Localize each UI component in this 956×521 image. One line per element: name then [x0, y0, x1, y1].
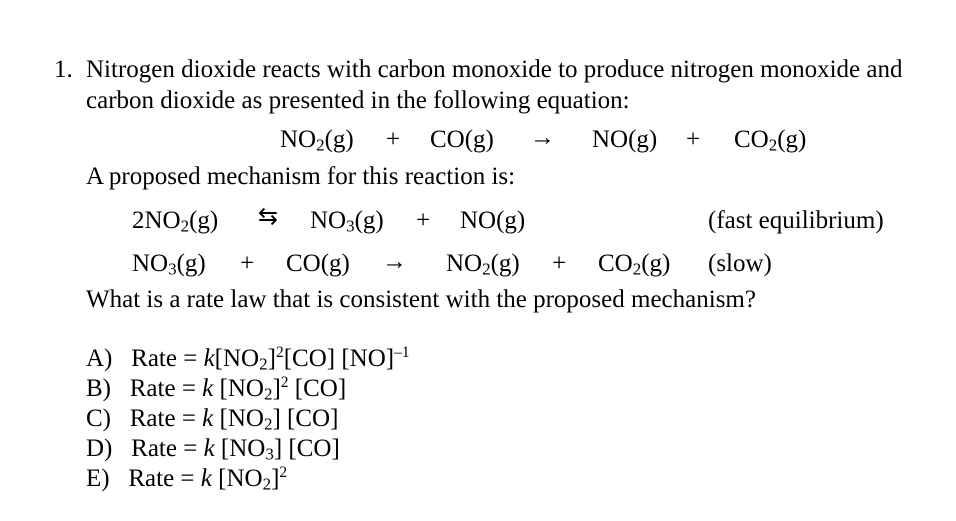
- step1-reactant: $2NO_2(g)$: [132, 207, 219, 236]
- product-no: NO(g): [592, 126, 658, 153]
- step2-plus-2: +: [552, 250, 567, 277]
- choice-letter: B): [86, 375, 111, 402]
- choice-letter: A): [86, 345, 113, 372]
- equilibrium-arrow-icon: ⇆: [258, 202, 279, 230]
- question-line-1: Nitrogen dioxide reacts with carbon monoxide to produce nitrogen monoxide and: [86, 56, 903, 83]
- product-co2: $CO_2(g)$: [734, 126, 807, 155]
- overall-arrow: →: [530, 124, 555, 151]
- overall-plus-1: +: [386, 126, 401, 153]
- step2-product-no2: $NO_2(g)$: [446, 250, 520, 279]
- choice-b[interactable]: B) Rate = k $[NO_2]^2$ [CO]: [86, 374, 347, 404]
- reactant-no2: $NO_2(g)$: [280, 126, 354, 155]
- step2-note: (slow): [708, 250, 772, 277]
- step2-reactant-no3: $NO_3(g)$: [132, 250, 206, 279]
- reactant-co: CO(g): [430, 126, 494, 153]
- choice-c[interactable]: C) Rate = k $[NO_2]$ [CO]: [86, 405, 339, 434]
- question-number: 1.: [54, 56, 73, 83]
- step1-plus: +: [416, 207, 431, 234]
- choice-letter: E): [86, 465, 110, 492]
- step2-plus-1: +: [240, 250, 255, 277]
- overall-equation: [280, 126, 354, 155]
- step1-product-no3: $NO_3(g)$: [310, 207, 384, 236]
- choice-e[interactable]: E) Rate = k $[NO_2]^2$: [86, 464, 288, 494]
- mechanism-intro: A proposed mechanism for this reaction is:: [86, 163, 516, 190]
- choice-a[interactable]: A) Rate = $k[NO_2]^2[CO]$ [NO]$^{-1}$: [86, 344, 410, 374]
- step1-product-no: NO(g): [460, 207, 526, 234]
- choice-letter: C): [86, 405, 111, 432]
- step1-note: (fast equilibrium): [708, 207, 884, 234]
- step2-reactant-co: CO(g): [286, 250, 350, 277]
- choice-letter: D): [86, 435, 113, 462]
- question-line-2: carbon dioxide as presented in the following equation:: [86, 87, 630, 114]
- choice-d[interactable]: D) Rate = k $[NO_3]$ [CO]: [86, 435, 340, 464]
- step2-product-co2: $CO_2(g)$: [598, 250, 671, 279]
- question-prompt: What is a rate law that is consistent with the proposed mechanism?: [86, 286, 756, 313]
- step2-arrow: →: [382, 248, 407, 275]
- overall-plus-2: +: [686, 126, 701, 153]
